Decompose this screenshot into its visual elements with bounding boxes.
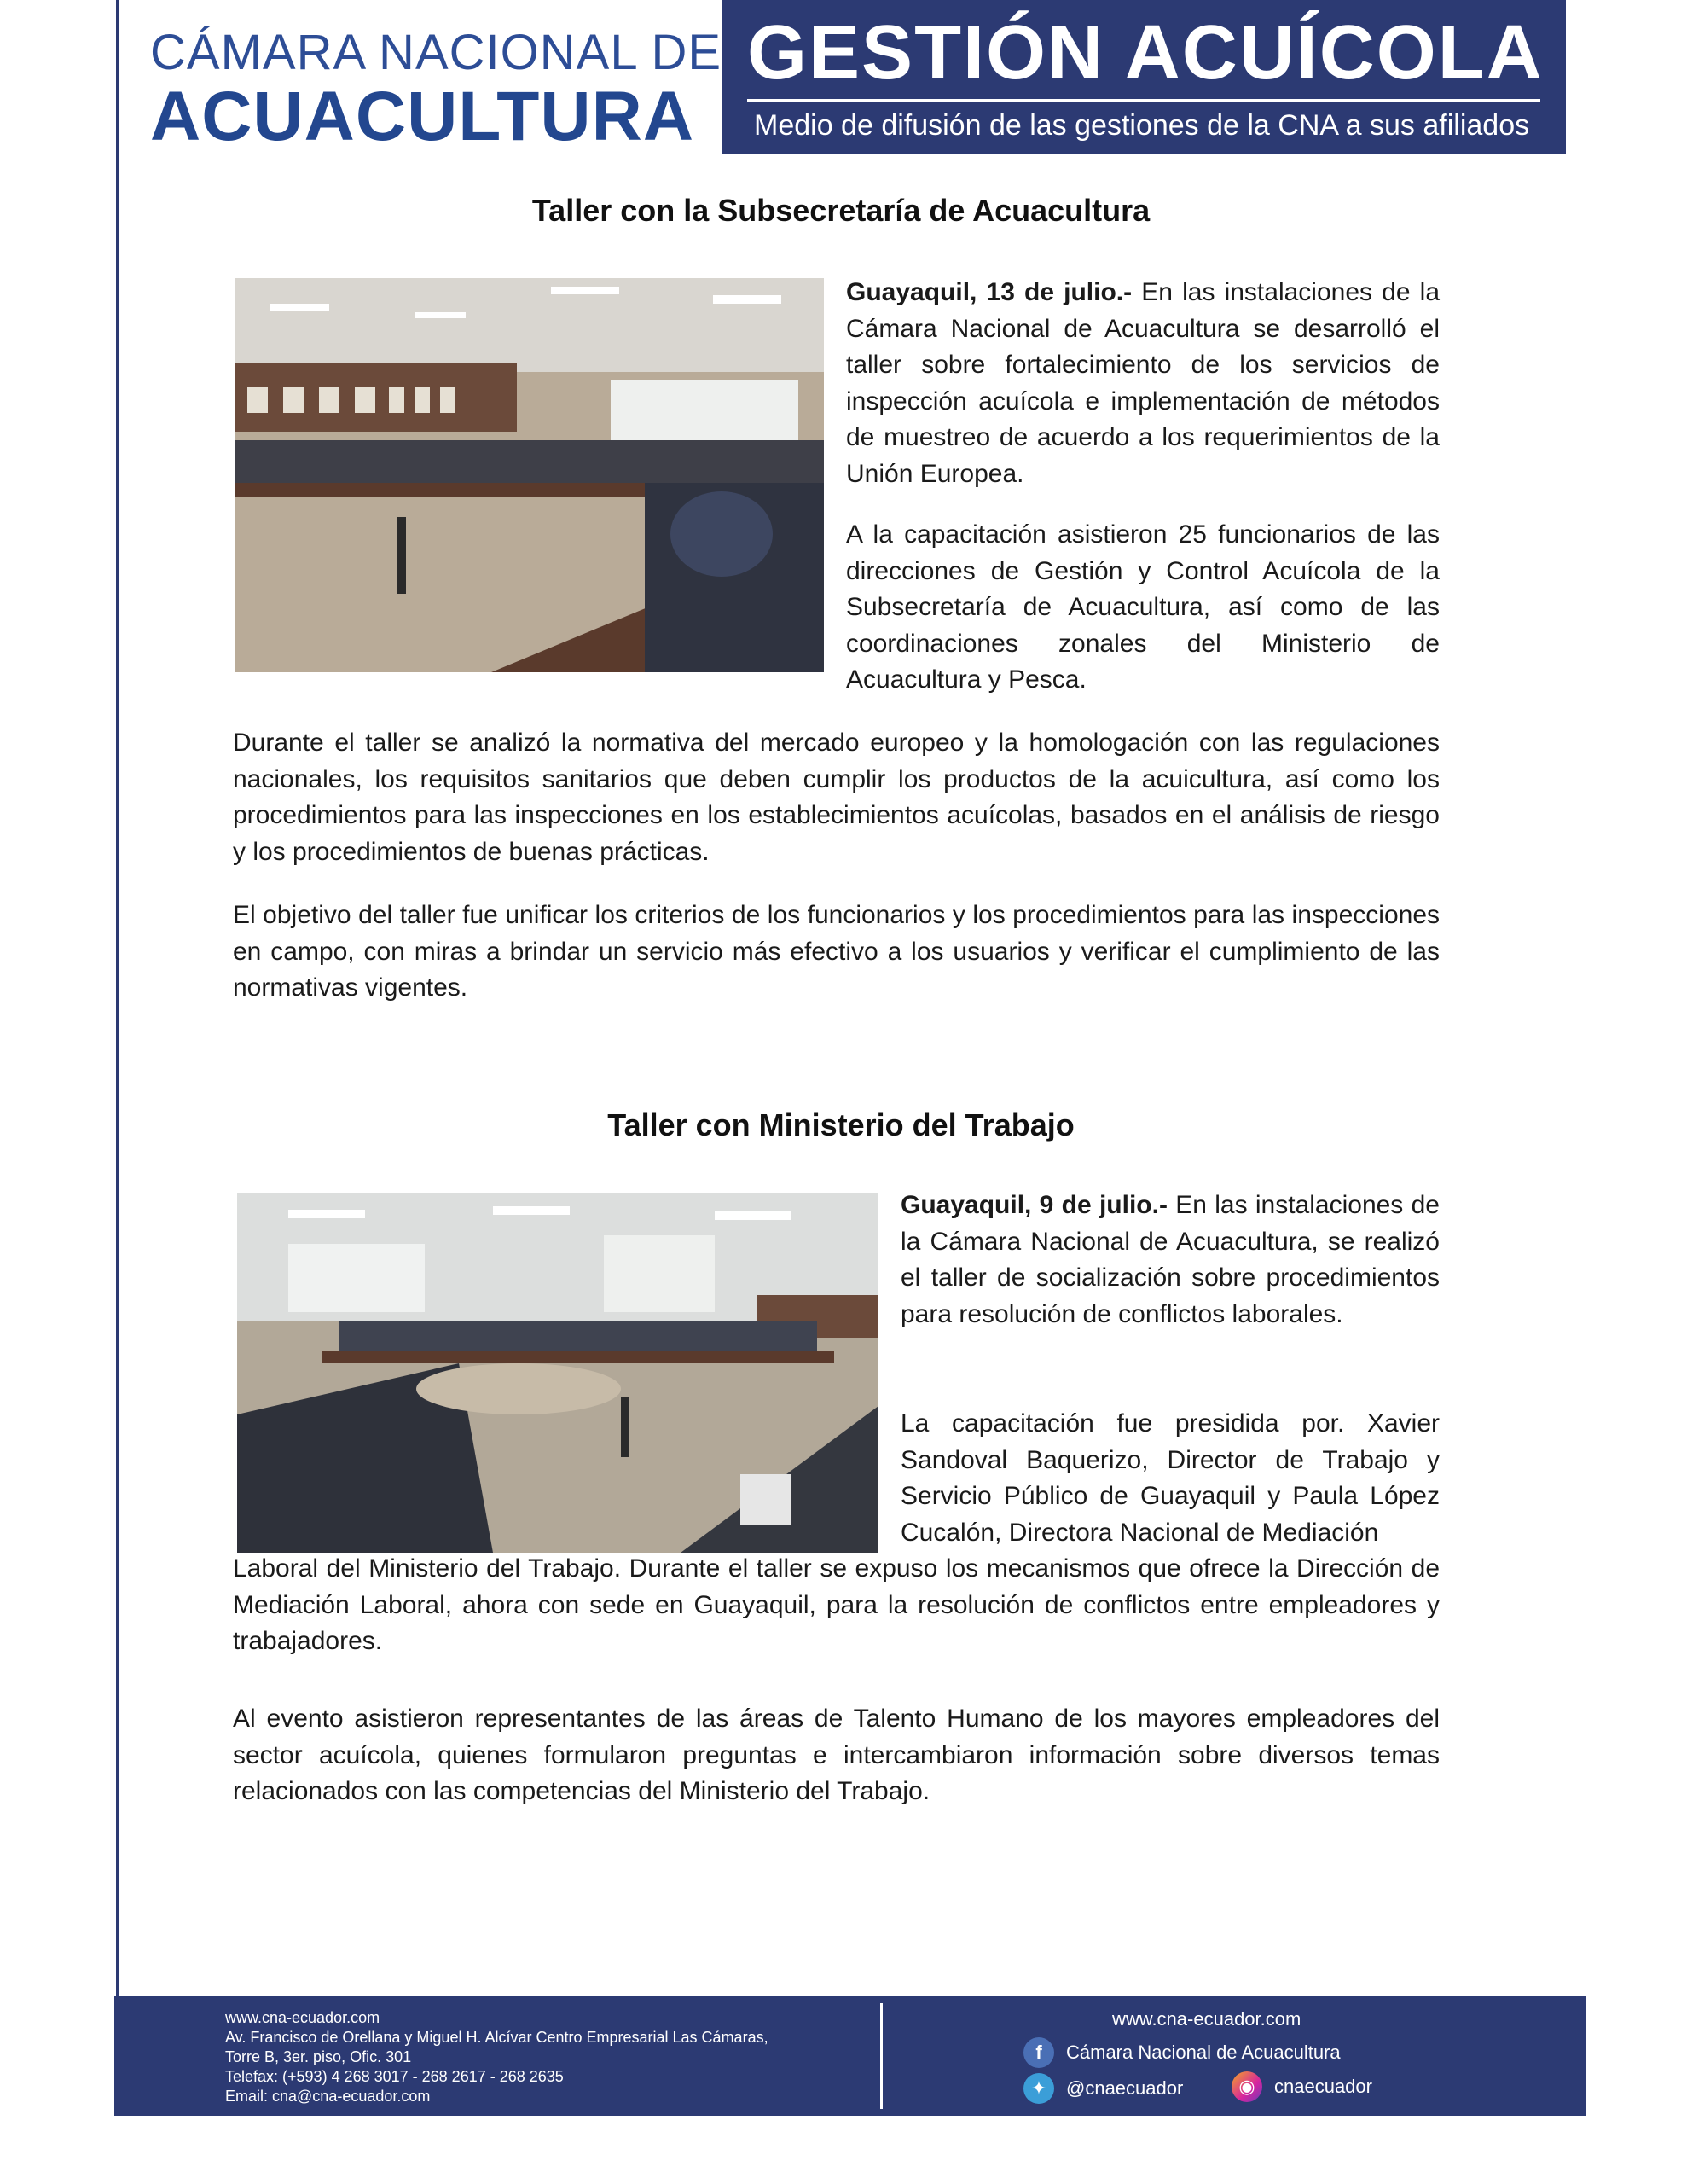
cna-logo <box>150 25 722 155</box>
footer-address-2: Torre B, 3er. piso, Ofic. 301 <box>225 2048 412 2065</box>
article-1-paragraph-3: Durante el taller se analizó la normativa del mercado europeo y la homologación con las regulaciones nacionales, los requisitos sanitarios que deben cumplir los productos de la acuicultura, así como los procedimientos para las inspecciones en los establecimientos acuícolas, basados en el análisis de riesgo y los procedimientos de buenas prácticas. <box>233 729 1440 866</box>
twitter-icon: ✦ <box>1023 2073 1054 2104</box>
logo-line-2: ACUACULTURA <box>150 78 695 155</box>
facebook-link[interactable] <box>1023 2037 1341 2068</box>
article-2-paragraph-1 <box>901 1188 1440 1333</box>
footer-contact <box>225 2008 768 2106</box>
article-2-photo <box>237 1193 878 1553</box>
twitter-link[interactable] <box>1023 2073 1183 2104</box>
article-2-dateline: Guayaquil, 9 de julio.- <box>901 1191 1168 1219</box>
article-1-paragraph-4: El objetivo del taller fue unificar los criterios de los funcionarios y los procedimientos para las inspecciones en campo, con miras a brindar un servicio más efectivo a los usuarios y verificar el cumplimiento de las normativas vigentes. <box>233 901 1440 1002</box>
facebook-icon: f <box>1023 2037 1054 2068</box>
footer <box>114 1996 1586 2116</box>
instagram-link[interactable] <box>1232 2071 1372 2102</box>
footer-email[interactable]: Email: cna@cna-ecuador.com <box>225 2088 431 2105</box>
article-1-title: Taller con la Subsecretaría de Acuacultura <box>531 193 1151 228</box>
article-2-paragraph-2b: Laboral del Ministerio del Trabajo. Durante el taller se expuso los mecanismos que ofrece la Dirección de Mediación Laboral, ahora con sede en Guayaquil, para la resolución de conflictos entre empleadores y trabajadores. <box>233 1554 1440 1655</box>
left-margin-rule <box>116 0 119 1996</box>
footer-url[interactable]: www.cna-ecuador.com <box>225 2009 380 2026</box>
article-1-dateline: Guayaquil, 13 de julio.- <box>846 278 1133 306</box>
article-2-title: Taller con Ministerio del Trabajo <box>607 1107 1075 1142</box>
instagram-label: cnaecuador <box>1274 2076 1372 2097</box>
banner-divider <box>747 99 1540 102</box>
footer-address-1: Av. Francisco de Orellana y Miguel H. Alcívar Centro Empresarial Las Cámaras, <box>225 2029 768 2046</box>
newsletter-banner <box>722 0 1566 154</box>
article-2-paragraph-1-text: En las instalaciones de la Cámara Nacional de Acuacultura, se realizó el taller de socialización sobre procedimientos para resolución de conflictos laborales. <box>901 1191 1440 1328</box>
banner-subtitle: Medio de difusión de las gestiones de la CNA a sus afiliados <box>754 109 1530 142</box>
article-2-paragraph-3: Al evento asistieron representantes de las áreas de Talento Humano de los mayores empleadores del sector acuícola, quienes formularon preguntas e intercambiaron información sobre diversos temas relacionados con las competencias del Ministerio del Trabajo. <box>233 1705 1440 1805</box>
footer-website[interactable]: www.cna-ecuador.com <box>1112 2008 1301 2030</box>
footer-phone: Telefax: (+593) 4 268 3017 - 268 2617 - 268 2635 <box>225 2068 564 2085</box>
article-1-paragraph-1-text: En las instalaciones de la Cámara Nacional de Acuacultura se desarrolló el taller sobre fortalecimiento de los servicios de inspección acuícola e implementación de métodos de muestreo de acuerdo a los requerimientos de la Unión Europea. <box>846 278 1441 488</box>
article-1-photo <box>235 278 824 672</box>
footer-divider <box>880 2003 883 2109</box>
instagram-icon: ◉ <box>1232 2071 1262 2102</box>
article-2-paragraph-2a: La capacitación fue presidida por. Xavier Sandoval Baquerizo, Director de Trabajo y Servicio Público de Guayaquil y Paula López Cucalón, Directora Nacional de Mediación <box>901 1409 1440 1547</box>
article-1-paragraph-2: A la capacitación asistieron 25 funcionarios de las direcciones de Gestión y Control Acuícola de la Subsecretaría de Acuacultura, así como de las coordinaciones zonales del Ministerio de Acuacultura y Pesca. <box>846 520 1440 694</box>
article-1-paragraph-1 <box>846 275 1440 492</box>
facebook-label: Cámara Nacional de Acuacultura <box>1066 2042 1341 2063</box>
banner-title: GESTIÓN ACUÍCOLA <box>747 10 1544 96</box>
logo-line-1: CÁMARA NACIONAL DE <box>150 25 722 80</box>
twitter-label: @cnaecuador <box>1066 2077 1184 2099</box>
